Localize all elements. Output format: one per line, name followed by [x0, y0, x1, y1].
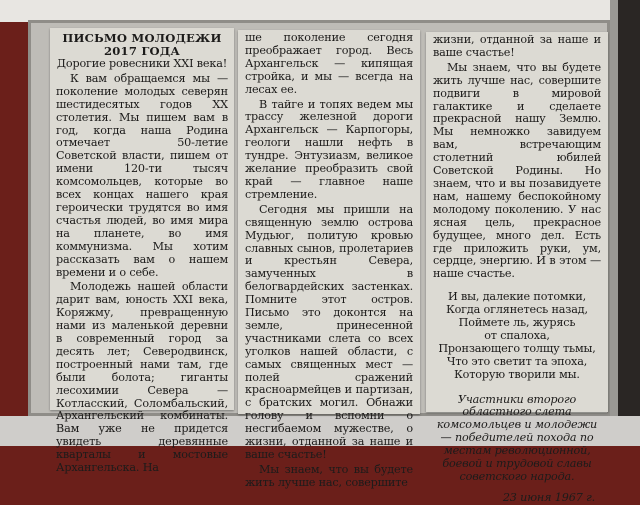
- poem-line: Что это светит та эпоха,: [446, 354, 588, 368]
- poem-line: Поймете ль, журясь: [458, 316, 576, 330]
- paragraph: К вам обращаемся мы — поколение молодых северян шестидесятых годов XX столетия. Мы пишем вам в год, когда наша Родина отмечает 50-летие Советской власти, пишем от имени 120-ти тысяч комсомольцев, которые во всех концах нашего края героически трудятся во имя счастья людей, во имя мира на планете, во имя коммунизма. Мы хотим рассказать вам о нашем времени и о себе.: [56, 71, 228, 279]
- paragraph: Сегодня мы пришли на священную землю острова Мудьюг, политую кровью славных сынов, пролетариев и крестьян Севера, замученных в белогвардейских застенках. Помните этот остров. Письмо это доконтся на земле, принесенной участниками слета со всех уголков нашей области, с самых священных мест — полей сражений красноармейцев и партизан, с братских могил. Обнажи голову и вспомни о несгибаемом мужестве, о жизни, отданной за наше и ваше счастье!: [245, 202, 413, 461]
- letter-date: 23 июня 1967 г.: [502, 490, 595, 504]
- poem-line: Пронзающего толщу тьмы,: [438, 341, 596, 355]
- letter-column-2: [238, 30, 420, 489]
- paragraph: Молодежь нашей области дарит вам, юность XXI века, Коряжму, превращенную нами из маленькой деревни в современный город за десять лет; Северодвинск, построенный нами там, где были болота; гиганты лесохимии Севера — Котласский, Соломбальский, Архангельский комбинаты. Вам уже не придется увидеть деревянные кварталы и мостовые Архангельска. На: [56, 280, 228, 475]
- wall-top: [0, 0, 640, 22]
- signatories: Участники второго областного слета комсомольцев и молодежи — победителей похода по местам революционной, боевой и трудовой славы советского народа.: [436, 392, 598, 483]
- paragraph: Мы знаем, что вы будете жить лучше нас, совершите: [245, 462, 413, 489]
- letter-column-3: [426, 32, 608, 504]
- wall-edge: [610, 0, 618, 446]
- letter-title: [56, 32, 228, 58]
- letter-title-line-2: 2017 ГОДА: [104, 44, 180, 58]
- poem-line: от спалоха,: [484, 328, 550, 342]
- paragraph: В тайге и топях ведем мы трассу железной дороги Архангельск — Карпогоры, геологи нашли нефть в тундре. Энтузиазм, великое желание преобразить свой край — главное наше стремление.: [245, 97, 413, 201]
- paragraph: жизни, отданной за наше и ваше счастье!: [433, 33, 601, 59]
- paragraph: ше поколение сегодня преображает город. Весь Архангельск — кипящая стройка, и мы — всегда на лесах ее.: [245, 31, 413, 96]
- poem-line: И вы, далекие потомки,: [447, 290, 587, 304]
- poem-line: Которую творили мы.: [454, 367, 580, 381]
- letter-column-1: [50, 28, 234, 475]
- wall-dark-area: [618, 0, 640, 446]
- paragraph: Мы знаем, что вы будете жить лучше нас, совершите подвиги в мировой галактике и сделаете прекрасной нашу Землю. Мы немножко завидуем вам, встречающим столетний юбилей Советской Родины. Но знаем, что и вы позавидуете нам, нашему беспокойному молодому поколению. У нас ясная цель, прекрасное будущее, много дел. Есть где приложить руки, ум, сердце, энергию. И в этом — наше счастье.: [433, 60, 601, 281]
- greeting: Дорогие ровесники XXI века!: [56, 57, 228, 70]
- poem: [433, 291, 601, 381]
- letter-title-line-1: ПИСЬМО МОЛОДЕЖИ: [62, 31, 222, 45]
- poem-line: Когда оглянетесь назад,: [446, 303, 588, 317]
